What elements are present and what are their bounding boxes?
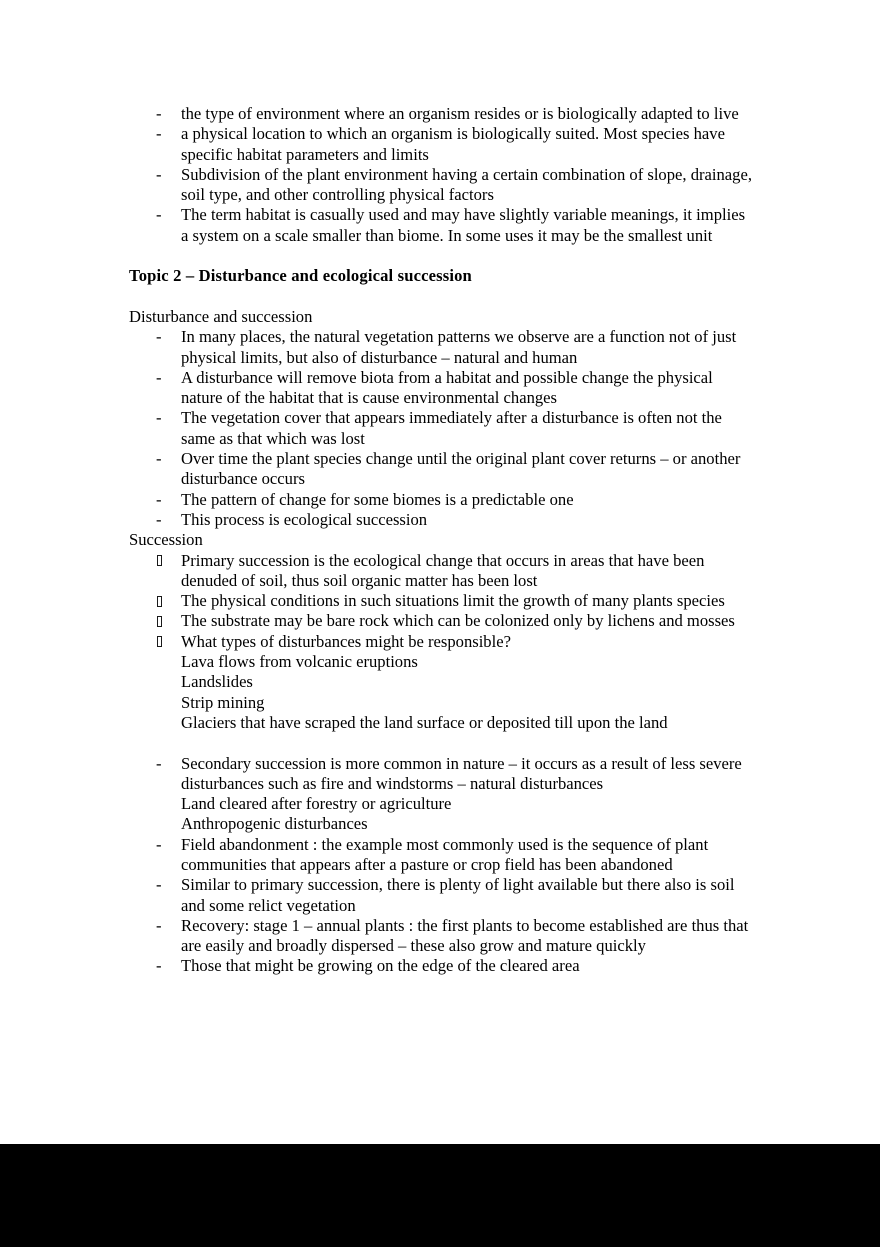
list-item-text: Similar to primary succession, there is plenty of light available but there also is soil and some relict vegetation <box>181 875 735 915</box>
list-item <box>129 754 754 795</box>
continuation-line: Anthropogenic disturbances <box>181 814 368 834</box>
dash-bullet-icon <box>156 104 176 124</box>
list-item-text: the type of environment where an organism resides or is biologically adapted to live <box>181 104 739 123</box>
dash-bullet-icon <box>156 449 176 469</box>
list-item <box>129 875 754 916</box>
list-item-text: Subdivision of the plant environment having a certain combination of slope, drainage, soil type, and other controlling physical factors <box>181 164 752 205</box>
continuation-line: Strip mining <box>181 692 265 712</box>
continuation-line: Glaciers that have scraped the land surface or deposited till upon the land <box>181 712 668 732</box>
list-item <box>129 916 754 957</box>
list-item-text: The term habitat is casually used and may have slightly variable meanings, it implies a system on a scale smaller than biome. In some uses it may be the smallest unit <box>181 205 746 245</box>
bullet-list <box>129 104 754 246</box>
list-item <box>129 591 754 611</box>
list-item <box>129 956 754 976</box>
tofu-box <box>157 555 162 566</box>
continuation-line: Land cleared after forestry or agriculture <box>181 794 452 814</box>
dash-bullet-icon <box>156 956 176 976</box>
continuation-line: Landslides <box>181 672 253 692</box>
list-item <box>129 632 754 652</box>
continuation-group <box>129 794 754 835</box>
dash-bullet-icon <box>156 490 176 510</box>
dash-bullet-icon <box>156 754 176 774</box>
list-item <box>129 490 754 510</box>
list-item-text: Over time the plant species change until the original plant cover returns – or another disturbance occurs <box>181 449 741 489</box>
list-item-text: Those that might be growing on the edge of the cleared area <box>181 956 580 976</box>
list-item <box>129 835 754 876</box>
list-item-text: This process is ecological succession <box>181 509 428 529</box>
list-item-text: What types of disturbances might be responsible? <box>181 631 511 651</box>
bullet-list <box>129 754 754 795</box>
section-heading: Topic 2 – Disturbance and ecological succession <box>129 266 472 286</box>
missing-glyph-bullet-icon <box>157 636 177 647</box>
list-item-text: Primary succession is the ecological change that occurs in areas that have been denuded of soil, thus soil organic matter has been lost <box>181 550 705 590</box>
list-item-text: The pattern of change for some biomes is a predictable one <box>181 489 574 509</box>
tofu-box <box>157 616 162 627</box>
list-item <box>129 408 754 449</box>
dash-bullet-icon <box>156 368 176 388</box>
paragraph: Disturbance and succession <box>129 306 313 326</box>
list-item <box>129 611 754 631</box>
list-item-text: The substrate may be bare rock which can be colonized only by lichens and mosses <box>181 611 735 631</box>
list-item <box>129 551 754 592</box>
bullet-list <box>129 551 754 652</box>
tofu-box <box>157 636 162 647</box>
tofu-box <box>157 596 162 607</box>
dash-bullet-icon <box>156 875 176 895</box>
dash-bullet-icon <box>156 510 176 530</box>
paragraph: Succession <box>129 530 203 550</box>
missing-glyph-bullet-icon <box>157 596 177 607</box>
list-item <box>129 124 754 165</box>
list-item <box>129 368 754 409</box>
list-item-text: In many places, the natural vegetation patterns we observe are a function not of just physical limits, but also of disturbance – natural and human <box>181 327 737 367</box>
dash-bullet-icon <box>156 165 176 185</box>
blank-line <box>129 287 754 307</box>
missing-glyph-bullet-icon <box>157 616 177 627</box>
page-footer-band <box>0 1144 880 1247</box>
continuation-group <box>129 652 754 733</box>
list-item-text: A disturbance will remove biota from a habitat and possible change the physical nature of the habitat that is cause environmental changes <box>181 367 713 408</box>
list-item-text: Secondary succession is more common in nature – it occurs as a result of less severe disturbances such as fire and windstorms – natural disturbances <box>181 753 742 793</box>
dash-bullet-icon <box>156 408 176 428</box>
blank-line <box>129 733 754 753</box>
list-item-text: The vegetation cover that appears immediately after a disturbance is often not the same as that which was lost <box>181 408 722 448</box>
bullet-list <box>129 835 754 977</box>
list-item-text: Recovery: stage 1 – annual plants : the first plants to become established are thus that are easily and broadly dispersed – these also grow and mature quickly <box>181 915 749 956</box>
bullet-list <box>129 327 754 530</box>
dash-bullet-icon <box>156 205 176 225</box>
blank-line <box>129 246 754 266</box>
dash-bullet-icon <box>156 124 176 144</box>
list-item-text: Field abandonment : the example most commonly used is the sequence of plant communities that appears after a pasture or crop field has been abandoned <box>181 834 709 874</box>
list-item <box>129 165 754 206</box>
continuation-line: Lava flows from volcanic eruptions <box>181 652 418 672</box>
dash-bullet-icon <box>156 916 176 936</box>
dash-bullet-icon <box>156 835 176 855</box>
list-item <box>129 510 754 530</box>
dash-bullet-icon <box>156 327 176 347</box>
list-item <box>129 327 754 368</box>
list-item <box>129 449 754 490</box>
list-item <box>129 205 754 246</box>
list-item-text: a physical location to which an organism is biologically suited. Most species have specific habitat parameters and limits <box>181 124 725 164</box>
document-body <box>129 104 754 977</box>
list-item <box>129 104 754 124</box>
missing-glyph-bullet-icon <box>157 555 177 566</box>
list-item-text: The physical conditions in such situations limit the growth of many plants species <box>181 591 725 611</box>
